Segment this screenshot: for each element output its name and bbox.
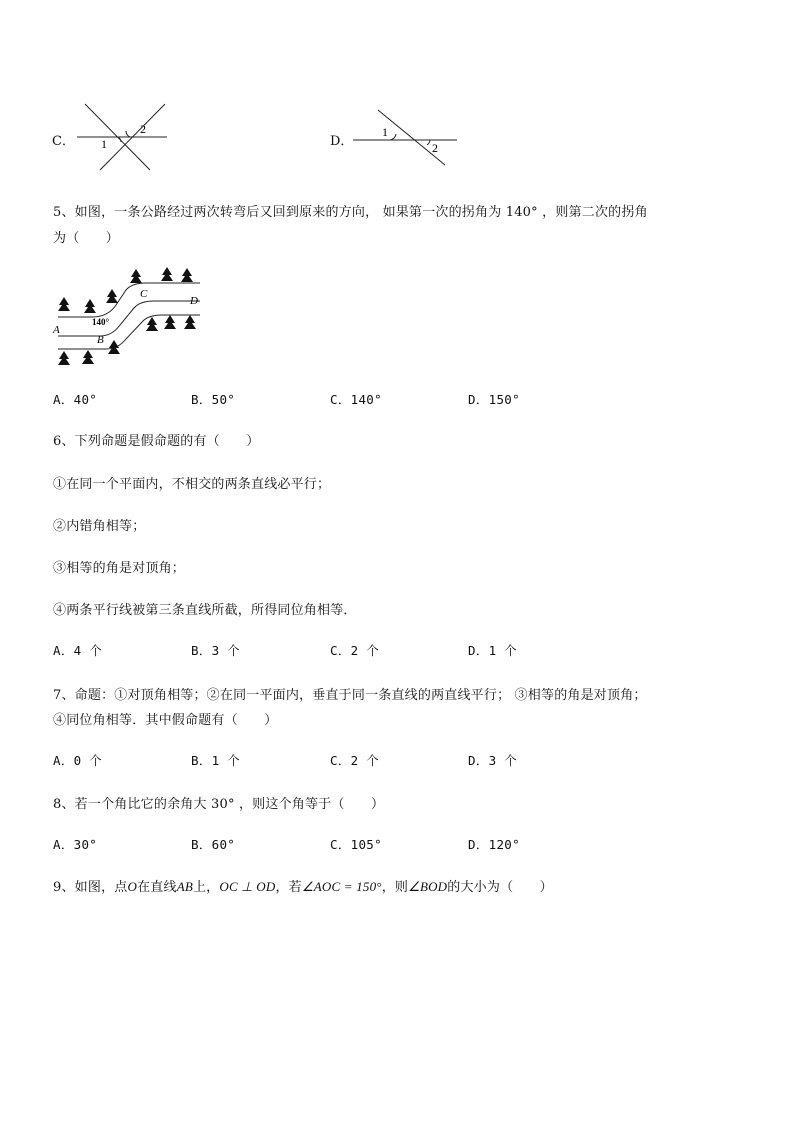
label-a: A bbox=[53, 324, 60, 336]
option-d-label: D． bbox=[330, 134, 354, 149]
q6-option-d[interactable]: D．1 个 bbox=[468, 643, 518, 658]
q9-angle-aoc: ∠AOC = 150° bbox=[301, 879, 382, 894]
q8-option-c[interactable]: C．105° bbox=[330, 837, 382, 852]
q9-angle-bod: ∠BOD bbox=[408, 879, 448, 894]
q9-point-o: O bbox=[127, 879, 138, 894]
q9-mid2: 上， bbox=[192, 880, 220, 895]
question-8-stem: 8、若一个角比它的余角大 30° ，则这个角等于（ ） bbox=[53, 797, 385, 812]
q6-option-c[interactable]: C．2 个 bbox=[330, 643, 380, 658]
q9-mid1: 在直线 bbox=[137, 880, 177, 895]
tree-icon bbox=[164, 315, 176, 329]
q6-statement-3: ③相等的角是对顶角； bbox=[53, 561, 186, 576]
q5-option-a[interactable]: A．40° bbox=[53, 392, 98, 407]
tree-icon bbox=[82, 350, 94, 364]
angle-2-label: 2 bbox=[140, 122, 146, 136]
q8-option-d[interactable]: D．120° bbox=[468, 837, 520, 852]
question-7-stem-cont: ④同位角相等．其中假命题有（ ） bbox=[53, 713, 278, 728]
q7-option-a[interactable]: A．0 个 bbox=[53, 753, 103, 768]
tree-icon bbox=[84, 299, 96, 313]
q6-option-b[interactable]: B．3 个 bbox=[191, 643, 241, 658]
angle-1-label: 1 bbox=[101, 137, 107, 151]
tree-icon bbox=[161, 267, 173, 281]
q9-line-ab: AB bbox=[176, 879, 193, 894]
q5-option-d[interactable]: D．150° bbox=[468, 392, 520, 407]
angle-2-label: 2 bbox=[432, 141, 438, 155]
q5-option-b[interactable]: B．50° bbox=[191, 392, 236, 407]
tree-icon bbox=[58, 297, 70, 311]
question-6-stem: 6、下列命题是假命题的有（ ） bbox=[53, 434, 260, 449]
label-b: B bbox=[97, 334, 104, 346]
q6-option-a[interactable]: A．4 个 bbox=[53, 643, 103, 658]
figure-intersecting-lines bbox=[70, 100, 175, 175]
question-5-stem-cont: 为（ ） bbox=[53, 231, 120, 246]
question-9-stem bbox=[53, 876, 553, 895]
label-d: D bbox=[190, 295, 198, 307]
q9-prefix: 9、如图，点 bbox=[53, 880, 128, 895]
q8-option-b[interactable]: B．60° bbox=[191, 837, 236, 852]
tree-icon bbox=[106, 289, 118, 303]
q6-statement-1: ①在同一个平面内，不相交的两条直线必平行； bbox=[53, 477, 331, 492]
tree-icon bbox=[130, 269, 142, 283]
q5-option-c[interactable]: C．140° bbox=[330, 392, 382, 407]
q9-perpendicular: OC ⊥ OD bbox=[219, 879, 276, 894]
q7-option-d[interactable]: D．3 个 bbox=[468, 753, 518, 768]
label-c: C bbox=[140, 288, 148, 300]
q7-option-c[interactable]: C．2 个 bbox=[330, 753, 380, 768]
q7-option-b[interactable]: B．1 个 bbox=[191, 753, 241, 768]
angle-1-label: 1 bbox=[382, 125, 388, 139]
tree-icon bbox=[108, 340, 120, 354]
q8-option-a[interactable]: A．30° bbox=[53, 837, 98, 852]
q9-mid3: ，若 bbox=[275, 880, 302, 895]
tree-icon bbox=[146, 317, 158, 331]
road-figure bbox=[50, 265, 210, 365]
q6-statement-4: ④两条平行线被第三条直线所截，所得同位角相等． bbox=[53, 603, 357, 618]
option-c-label: C． bbox=[52, 134, 75, 149]
q9-suffix: 的大小为（ ） bbox=[447, 880, 553, 895]
question-7-stem: 7、命题：①对顶角相等；②在同一平面内，垂直于同一条直线的两直线平行； ③相等的角是对顶角； bbox=[53, 688, 647, 703]
q6-statement-2: ②内错角相等； bbox=[53, 519, 146, 534]
tree-icon bbox=[181, 268, 193, 282]
angle-140-label: 140° bbox=[92, 317, 110, 327]
tree-icon bbox=[58, 351, 70, 365]
figure-transversal-lines bbox=[345, 105, 465, 170]
tree-icon bbox=[184, 315, 196, 329]
q9-mid4: ，则 bbox=[381, 880, 409, 895]
question-5-stem: 5、如图，一条公路经过两次转弯后又回到原来的方向， 如果第一次的拐角为 140° ，则第二次的拐角 bbox=[53, 205, 648, 220]
